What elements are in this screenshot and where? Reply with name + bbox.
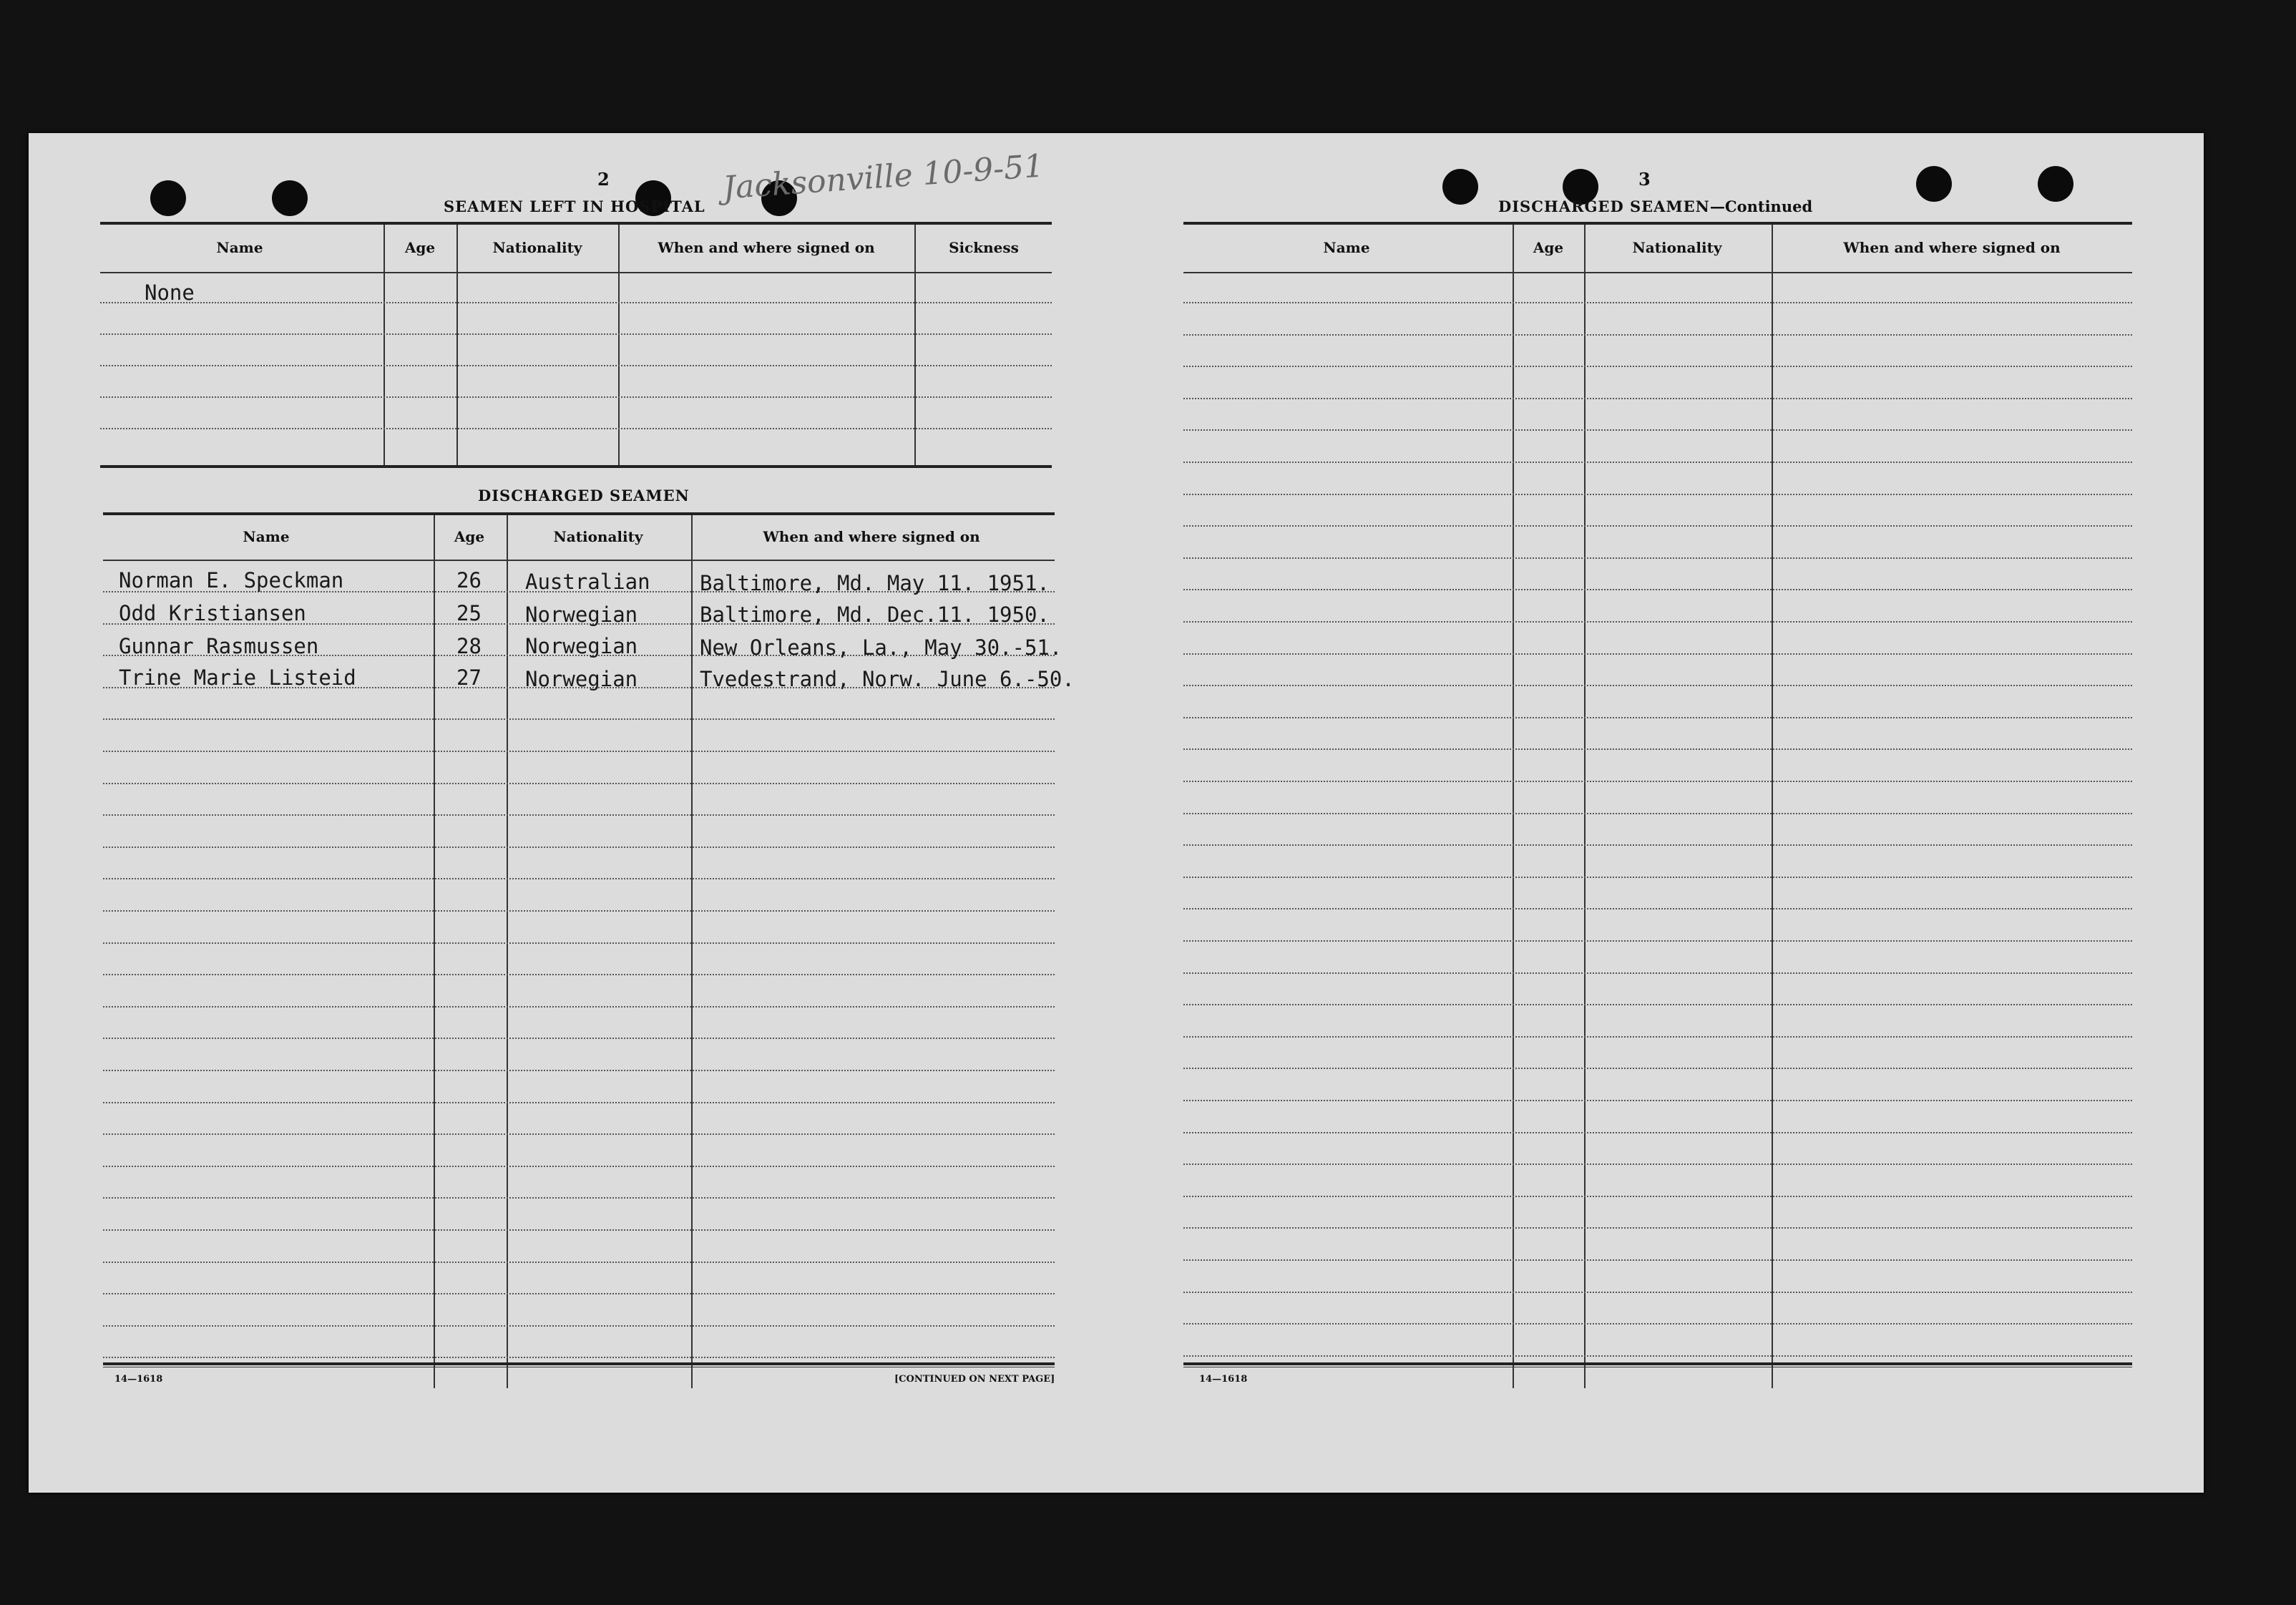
ruled-row	[1183, 1323, 2132, 1325]
title-suffix: —Continued	[1709, 197, 1813, 215]
left-page	[93, 133, 1080, 1493]
seaman-nationality: Norwegian	[525, 667, 638, 691]
header-bottom-rule	[100, 272, 1052, 273]
ruled-row	[103, 1325, 1055, 1327]
form-number: 14—1618	[1199, 1374, 1248, 1385]
column-divider	[434, 515, 435, 1388]
ruled-row	[1183, 972, 2132, 974]
ruled-row	[1183, 398, 2132, 399]
ruled-row	[100, 396, 1052, 398]
table-top-rule	[1183, 222, 2132, 225]
continued-note: [CONTINUED ON NEXT PAGE]	[894, 1374, 1055, 1385]
ruled-row	[103, 974, 1055, 975]
header-bottom-rule	[1183, 272, 2132, 273]
ruled-row	[1183, 1132, 2132, 1133]
ruled-row	[1183, 1068, 2132, 1069]
column-header-signed-on: When and where signed on	[658, 239, 875, 256]
ruled-row	[103, 718, 1055, 720]
ruled-row	[103, 847, 1055, 848]
ruled-row	[1183, 1004, 2132, 1005]
page-number: 2	[597, 169, 610, 190]
discharged-section-title: DISCHARGED SEAMEN	[478, 487, 690, 504]
ruled-row	[100, 365, 1052, 366]
ruled-row	[1183, 781, 2132, 782]
ruled-row	[1183, 908, 2132, 909]
form-sheet	[29, 133, 2204, 1493]
ruled-row	[1183, 940, 2132, 942]
ruled-row	[103, 1293, 1055, 1294]
column-divider	[1513, 225, 1514, 1388]
form-number: 14—1618	[114, 1374, 163, 1385]
ruled-row	[1183, 589, 2132, 590]
ruled-row	[1183, 1292, 2132, 1293]
discharged-continued-title	[1498, 197, 1812, 215]
ruled-row	[1183, 685, 2132, 686]
hospital-section-title: SEAMEN LEFT IN HOSPITAL	[444, 197, 705, 215]
seaman-age: 25	[456, 601, 482, 625]
column-divider	[1772, 225, 1773, 1388]
seaman-name: Trine Marie Listeid	[119, 665, 356, 690]
column-header-nationality: Nationality	[1632, 239, 1722, 256]
seaman-name: Norman E. Speckman	[119, 568, 344, 592]
column-header-nationality: Nationality	[553, 528, 643, 545]
seaman-nationality: Australian	[525, 570, 650, 594]
ruled-row	[100, 428, 1052, 429]
page-number: 3	[1638, 169, 1651, 190]
ruled-row	[1183, 302, 2132, 303]
table-bottom-rule	[1183, 1362, 2132, 1365]
ruled-row	[100, 333, 1052, 335]
ruled-row	[103, 1102, 1055, 1103]
ruled-row	[103, 1357, 1055, 1358]
column-header-age: Age	[404, 239, 436, 256]
column-header-signed-on: When and where signed on	[1843, 239, 2061, 256]
ruled-row	[103, 878, 1055, 879]
ruled-row	[1183, 1227, 2132, 1229]
ruled-row	[1183, 844, 2132, 846]
ruled-row	[1183, 748, 2132, 750]
ruled-row	[103, 1070, 1055, 1071]
ruled-row	[1183, 494, 2132, 495]
ruled-row	[103, 751, 1055, 752]
column-header-age: Age	[454, 528, 485, 545]
column-divider	[691, 515, 693, 1388]
table-bottom-rule	[103, 1362, 1055, 1365]
ruled-row	[1183, 1036, 2132, 1038]
ruled-row	[103, 1006, 1055, 1008]
right-page	[1181, 133, 2168, 1493]
seaman-signed-on: Baltimore, Md. Dec.11. 1950.	[700, 603, 1050, 627]
table-top-rule	[100, 222, 1052, 225]
ruled-row	[100, 302, 1052, 303]
column-header-nationality: Nationality	[492, 239, 582, 256]
ruled-row	[1183, 877, 2132, 878]
ruled-row	[1183, 462, 2132, 463]
ruled-row	[103, 1133, 1055, 1135]
ruled-row	[1183, 1100, 2132, 1101]
ruled-row	[1183, 653, 2132, 655]
ruled-row	[1183, 334, 2132, 336]
column-header-name: Name	[1323, 239, 1370, 256]
ruled-row	[103, 1166, 1055, 1167]
ruled-row	[1183, 1196, 2132, 1197]
column-header-sickness: Sickness	[949, 239, 1019, 256]
seaman-age: 27	[456, 665, 482, 690]
seaman-age: 28	[456, 634, 482, 658]
ruled-row	[1183, 1259, 2132, 1261]
column-header-name: Name	[216, 239, 263, 256]
ruled-row	[1183, 621, 2132, 623]
table-bottom-rule	[100, 465, 1052, 468]
column-header-age: Age	[1533, 239, 1564, 256]
seaman-nationality: Norwegian	[525, 634, 638, 658]
seaman-signed-on: Tvedestrand, Norw. June 6.-50.	[700, 667, 1075, 691]
ruled-row	[103, 814, 1055, 816]
column-divider	[1584, 225, 1586, 1388]
ruled-row	[1183, 429, 2132, 431]
title-text: DISCHARGED SEAMEN	[1498, 197, 1710, 215]
ruled-row	[1183, 366, 2132, 367]
seaman-signed-on: New Orleans, La., May 30.-51.	[700, 635, 1062, 660]
column-divider	[507, 515, 508, 1388]
ruled-row	[1183, 557, 2132, 559]
seaman-name: Odd Kristiansen	[119, 601, 306, 625]
column-header-name: Name	[243, 528, 290, 545]
ruled-row	[1183, 525, 2132, 527]
ruled-row	[103, 1197, 1055, 1199]
seaman-nationality: Norwegian	[525, 603, 638, 627]
header-bottom-rule	[103, 560, 1055, 561]
ruled-row	[103, 1038, 1055, 1039]
ruled-row	[1183, 717, 2132, 718]
ruled-row	[103, 1229, 1055, 1231]
seaman-signed-on: Baltimore, Md. May 11. 1951.	[700, 571, 1050, 595]
ruled-row	[103, 783, 1055, 784]
ruled-row	[103, 910, 1055, 912]
ruled-row	[1183, 1355, 2132, 1357]
ruled-row	[1183, 1163, 2132, 1165]
seaman-name: Gunnar Rasmussen	[119, 634, 319, 658]
ruled-row	[103, 1262, 1055, 1263]
column-header-signed-on: When and where signed on	[763, 528, 980, 545]
table-top-rule	[103, 512, 1055, 515]
handwritten-signature: Jacksonville 10-9-51	[721, 147, 1045, 207]
seaman-age: 26	[456, 568, 482, 592]
ruled-row	[1183, 813, 2132, 814]
ruled-row	[103, 942, 1055, 944]
hospital-entry: None	[145, 280, 195, 305]
